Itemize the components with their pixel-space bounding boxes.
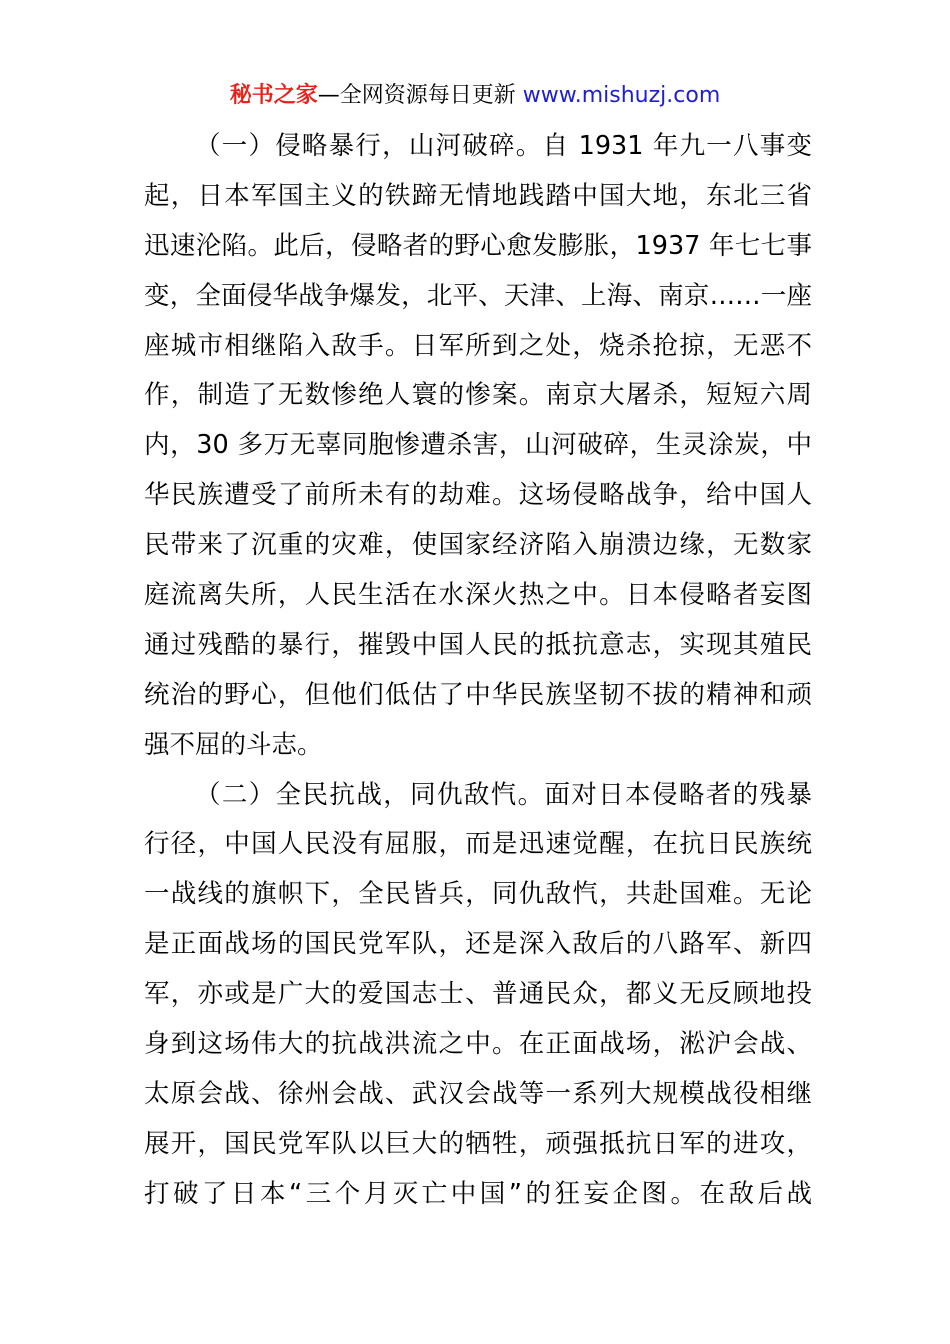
text-line: 强不屈的斗志。 (144, 729, 323, 760)
text-line: 变，全面侵华战争爆发，北平、天津、上海、南京……一座 (144, 280, 812, 311)
text-line: 作，制造了无数惨绝人寰的惨案。南京大屠杀，短短六周 (144, 380, 812, 411)
paragraph-1 (144, 122, 812, 771)
page-header (0, 80, 950, 112)
text-line: 展开，国民党军队以巨大的牺牲，顽强抵抗日军的进攻， (144, 1128, 812, 1159)
text-line: 内，30 多万无辜同胞惨遭杀害，山河破碎，生灵涂炭，中 (144, 430, 812, 461)
text-line: 打破了日本“三个月灭亡中国”的狂妄企图。在敌后战 (144, 1178, 812, 1209)
header-tagline: —全网资源每日更新 (317, 83, 523, 108)
text-line: 庭流离失所，人民生活在水深火热之中。日本侵略者妄图 (144, 580, 812, 611)
text-line: 华民族遭受了前所未有的劫难。这场侵略战争，给中国人 (144, 480, 812, 511)
text-line: 座城市相继陷入敌手。日军所到之处，烧杀抢掠，无恶不 (144, 330, 812, 361)
site-url-link[interactable]: www.mishuzj.com (522, 83, 721, 108)
paragraph-2 (144, 771, 812, 1220)
text-line: 迅速沦陷。此后，侵略者的野心愈发膨胀，1937 年七七事 (144, 230, 812, 261)
text-line: 太原会战、徐州会战、武汉会战等一系列大规模战役相继 (144, 1078, 812, 1109)
text-line: 身到这场伟大的抗战洪流之中。在正面战场，淞沪会战、 (144, 1029, 812, 1060)
text-line: 统治的野心，但他们低估了中华民族坚韧不拔的精神和顽 (144, 679, 812, 710)
text-line: 通过残酷的暴行，摧毁中国人民的抵抗意志，实现其殖民 (144, 629, 812, 660)
text-line: 一战线的旗帜下，全民皆兵，同仇敌忾，共赴国难。无论 (144, 879, 812, 910)
text-line: 是正面战场的国民党军队，还是深入敌后的八路军、新四 (144, 929, 812, 960)
text-line: （一）侵略暴行，山河破碎。自 1931 年九一八事变 (195, 131, 812, 161)
brand-name: 秘书之家 (229, 83, 318, 108)
text-line: 起，日本军国主义的铁蹄无情地践踏中国大地，东北三省 (144, 180, 812, 211)
text-line: 民带来了沉重的灾难，使国家经济陷入崩溃边缘，无数家 (144, 530, 812, 561)
text-line: 行径，中国人民没有屈服，而是迅速觉醒，在抗日民族统 (144, 829, 812, 860)
text-line: （二）全民抗战，同仇敌忾。面对日本侵略者的残暴 (195, 779, 812, 810)
text-line: 军，亦或是广大的爱国志士、普通民众，都义无反顾地投 (144, 979, 812, 1010)
document-body (144, 122, 812, 1220)
